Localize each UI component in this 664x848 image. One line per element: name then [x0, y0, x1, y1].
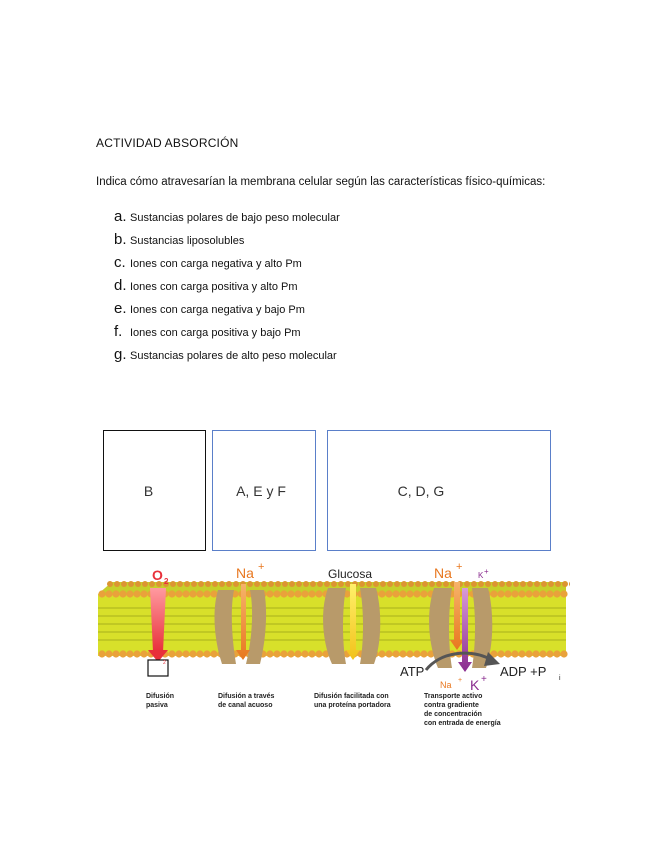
answer-box-1[interactable] — [103, 430, 206, 551]
activity-title: ACTIVIDAD ABSORCIÓN — [96, 136, 239, 150]
k-big-label: K — [470, 677, 480, 693]
na-small-label: Na — [440, 680, 452, 690]
caption-carrier: Difusión facilitada con una proteína portadora — [314, 693, 391, 709]
list-item — [114, 300, 340, 323]
k-small-label: K — [478, 571, 484, 580]
caption-passive: Difusión pasiva — [146, 693, 174, 709]
list-marker: f. — [114, 323, 123, 340]
adp-label: ADP +P — [500, 664, 547, 679]
list-item-text: Iones con carga negativa y alto Pm — [130, 258, 302, 270]
na-plus-1: + — [258, 561, 265, 573]
caption-aqueous: Difusión a través de canal acuoso — [218, 693, 275, 709]
na-label-2: Na — [434, 565, 452, 581]
o2-subscript: 2 — [164, 577, 169, 586]
list-item — [114, 323, 340, 346]
carrier-protein — [323, 584, 380, 664]
answer-text-2: A, E y F — [236, 482, 286, 499]
active-pump-protein — [426, 582, 500, 672]
list-item — [114, 254, 340, 277]
glucosa-label: Glucosa — [328, 567, 373, 581]
k-big-plus: + — [481, 674, 487, 685]
list-item-text: Iones con carga positiva y alto Pm — [130, 281, 298, 293]
na-plus-2: + — [456, 561, 463, 573]
answer-box-2[interactable] — [212, 430, 316, 551]
atp-label: ATP — [400, 664, 425, 679]
instruction-text: Indica cómo atravesarían la membrana celular según las características físico-químicas: — [96, 176, 546, 188]
list-marker: g. — [114, 346, 127, 363]
list-marker: c. — [114, 254, 126, 271]
list-item — [114, 231, 340, 254]
list-item-text: Sustancias liposolubles — [130, 235, 245, 247]
membrane-diagram — [90, 560, 570, 740]
list-item-text: Sustancias polares de alto peso molecular — [130, 350, 337, 362]
na-label-1: Na — [236, 565, 254, 581]
list-item-text: Iones con carga positiva y bajo Pm — [130, 327, 301, 339]
na-small-plus: + — [458, 677, 463, 684]
answer-box-3[interactable] — [327, 430, 551, 551]
list-marker: e. — [114, 300, 127, 317]
o2-label: O — [152, 567, 163, 583]
k-small-plus: + — [484, 567, 489, 576]
item-list — [114, 208, 340, 369]
caption-active: Transporte activo contra gradiente de concentración con entrada de energía — [424, 693, 501, 727]
list-marker: d. — [114, 277, 127, 294]
list-item — [114, 346, 340, 369]
adp-subscript: i — [559, 675, 561, 682]
list-item-text: Sustancias polares de bajo peso molecular — [130, 212, 340, 224]
answer-text-3: C, D, G — [397, 482, 445, 499]
list-item-text: Iones con carga negativa y bajo Pm — [130, 304, 305, 316]
small-subscript: 2 — [163, 660, 166, 666]
list-marker: b. — [114, 231, 127, 248]
list-item — [114, 208, 340, 231]
list-marker: a. — [114, 208, 127, 225]
answer-text-1: B — [143, 482, 154, 499]
list-item — [114, 277, 340, 300]
